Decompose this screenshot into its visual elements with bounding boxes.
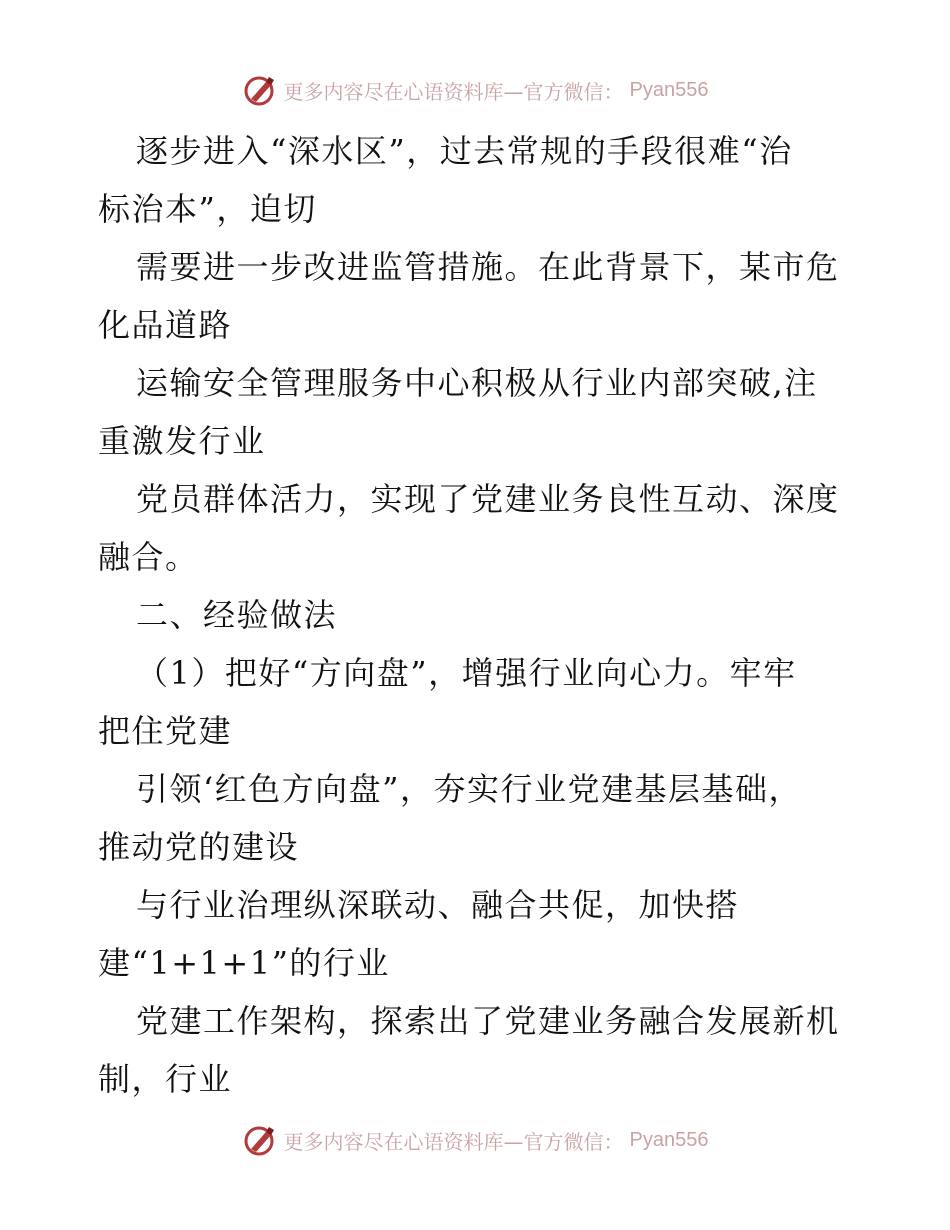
text-line: 重激发行业 [98, 422, 266, 460]
text-line: 引领‘红色方向盘”，夯实行业党建基层基础， [136, 770, 803, 808]
text-line: 党建工作架构，探索出了党建业务融合发展新机 [136, 1002, 840, 1040]
text-line: 二、经验做法 [136, 596, 338, 634]
text-line: 需要进一步改进监管措施。在此背景下，某市危 [136, 248, 840, 286]
watermark-text: 更多内容尽在心语资料库—官方微信： [283, 1129, 624, 1154]
text-line: 运输安全管理服务中心积极从行业内部突破,注 [136, 364, 818, 402]
text-line: （1）把好“方向盘”，增强行业向心力。牢牢 [136, 654, 797, 692]
pen-logo-icon [242, 72, 278, 108]
text-line: 标治本”，迫切 [98, 190, 317, 228]
text-line: 建“1+1+1”的行业 [98, 944, 390, 982]
pen-logo-icon [242, 1122, 278, 1158]
text-line: 逐步进入“深水区”，过去常规的手段很难“治 [136, 132, 793, 170]
text-line: 融合。 [98, 538, 199, 576]
text-line: 把住党建 [98, 712, 233, 750]
text-line: 化品道路 [98, 306, 233, 344]
watermark-text: 更多内容尽在心语资料库—官方微信： [283, 79, 624, 104]
text-line: 制，行业 [98, 1060, 233, 1098]
text-line: 推动党的建设 [98, 828, 300, 866]
header-watermark [0, 72, 950, 108]
watermark-account: Pyan556 [629, 78, 709, 101]
text-line: 党员群体活力，实现了党建业务良性互动、深度 [136, 480, 840, 518]
footer-watermark [0, 1122, 950, 1158]
text-line: 与行业治理纵深联动、融合共促，加快搭 [136, 886, 740, 924]
document-body [98, 122, 858, 1108]
watermark-account: Pyan556 [629, 1128, 709, 1151]
